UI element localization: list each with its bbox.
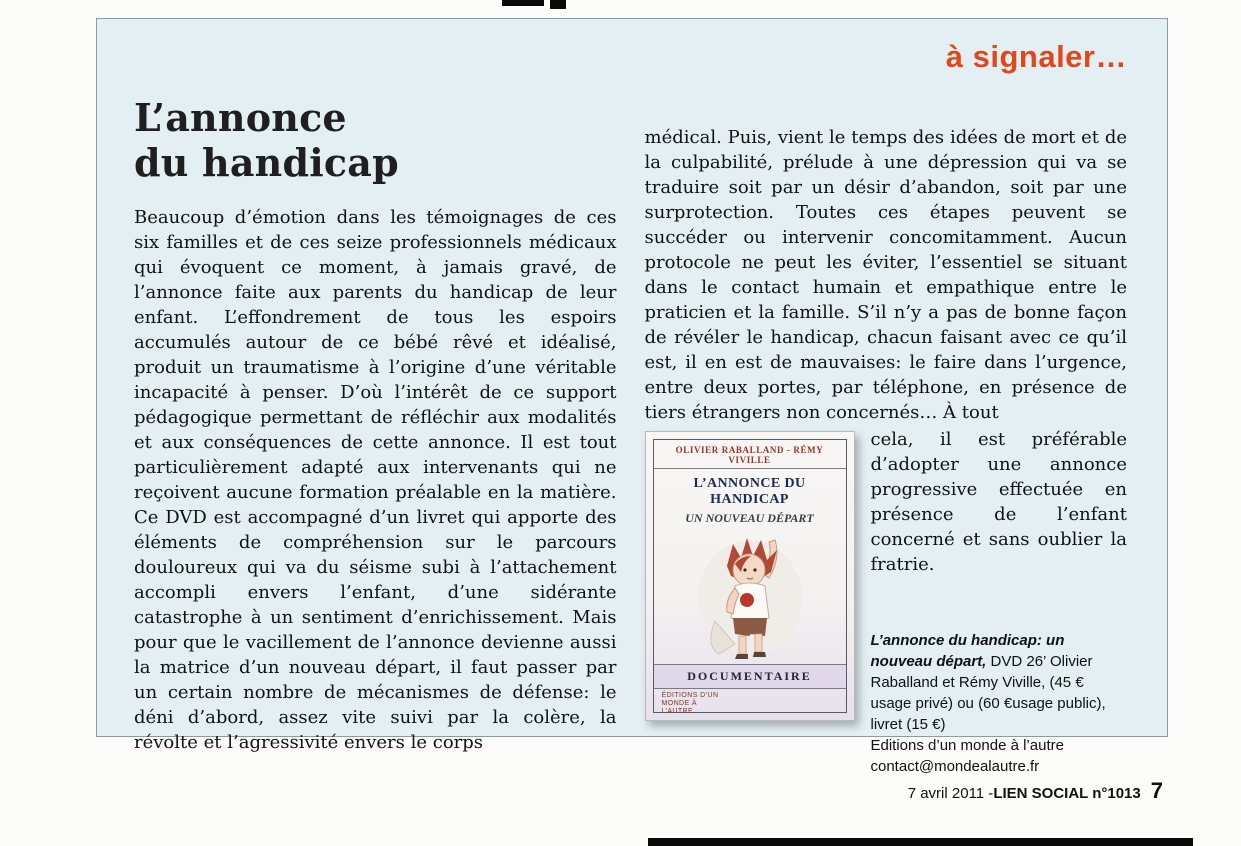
scan-artifact	[648, 838, 1193, 846]
article-title	[134, 95, 617, 185]
article-text-column-2: médical. Puis, vient le temps des idées de mort et de la culpabilité, prélude à une dépression qui va se traduire soit par un désir d’abandon, soit par une surprotection. Toutes ces étapes peuvent se succéder ou intervenir concomitamment. Aucun protocole ne peut les éviter, l’essentiel se situant dans le contact humain et empathique entre le praticien et la famille. S’il n’y a pas de bonne façon de révéler le handicap, chacun faisant avec ce qu’il est, il en est de mauvaises: le faire dans l’urgence, entre deux portes, par téléphone, en présence de tiers étrangers non concernés… À tout	[644, 127, 1127, 423]
article-title-line-2: du handicap	[134, 140, 399, 185]
footer-date: 7 avril 2011 -	[907, 785, 994, 802]
dvd-side-text	[871, 427, 1128, 777]
dvd-publisher-logo: ÉDITIONS D’UN MONDE À L’AUTRE	[661, 692, 719, 715]
dvd-genre-band: DOCUMENTAIRE	[654, 664, 846, 689]
dvd-authors: OLIVIER RABALLAND - RÉMY VIVILLE	[654, 440, 846, 469]
article-columns	[134, 95, 1127, 777]
footer-journal-title: LIEN SOCIAL n°1013	[993, 785, 1141, 802]
child-drawing-icon	[685, 526, 815, 664]
footer-page-number: 7	[1150, 778, 1163, 803]
column-left	[134, 95, 617, 777]
caption-publisher: Editions d’un monde à l’autre	[870, 737, 1064, 754]
dvd-subtitle: UN NOUVEAU DÉPART	[685, 511, 814, 525]
page-footer	[908, 778, 1163, 804]
caption-contact: contact@mondealautre.fr	[870, 758, 1040, 775]
article-text-column-2-wrap: cela, il est préférable d’adopter une annonce progressive effectuée en présence de l’enfant concerné et sans oublier la fratrie.	[870, 429, 1127, 575]
dvd-title: L’ANNONCE DU HANDICAP	[693, 476, 806, 507]
dvd-caption	[871, 630, 1128, 777]
scan-artifact	[550, 0, 566, 9]
caption-title: L’annonce du handicap: un nouveau départ,	[870, 632, 1065, 670]
article-panel	[96, 18, 1168, 775]
scan-artifact	[502, 0, 544, 6]
dvd-section	[645, 427, 1128, 777]
dvd-cover-image	[645, 431, 855, 721]
dvd-illustration	[654, 526, 846, 664]
section-label-row	[134, 39, 1127, 95]
column-right	[645, 125, 1128, 777]
dvd-cover-inner	[653, 439, 847, 713]
section-label: à signaler…	[945, 39, 1127, 74]
article-text-column-1: Beaucoup d’émotion dans les témoignages de ces six familles et de ces seize professionnels médicaux qui évoquent ce moment, à jamais gravé, de l’annonce faite aux parents du handicap de leur enfant. L’effondrement de tous les espoirs accumulés autour de ce bébé rêvé et idéalisé, produit un traumatisme à l’origine d’une véritable incapacité à penser. D’où l’intérêt de ce support pédagogique permettant de réfléchir aux modalités et aux conséquences de cette annonce. Il est tout particulièrement adapté aux intervenants qui ne reçoivent aucune formation préalable en la matière. Ce DVD est accompagné d’un livret qui apporte des éléments de compréhension sur le parcours douloureux qui va du séisme subi à l’attachement accompli envers l’enfant, d’une sidérante catastrophe à un sentiment d’enrichissement. Mais pour que le vacillement de l’annonce devienne aussi la matrice d’un nouveau départ, il faut passer par un certain nombre de mécanismes de défense: le déni d’abord, assez vite suivi par la colère, la révolte et l’agressivité envers le corps	[134, 207, 617, 753]
article-title-line-1: L’annonce	[134, 95, 347, 140]
caption-details: DVD 26’ Olivier Raballand et Rémy Viville, (45 € usage privé) ou (60 €usage public), livret (15 €)	[870, 653, 1106, 733]
